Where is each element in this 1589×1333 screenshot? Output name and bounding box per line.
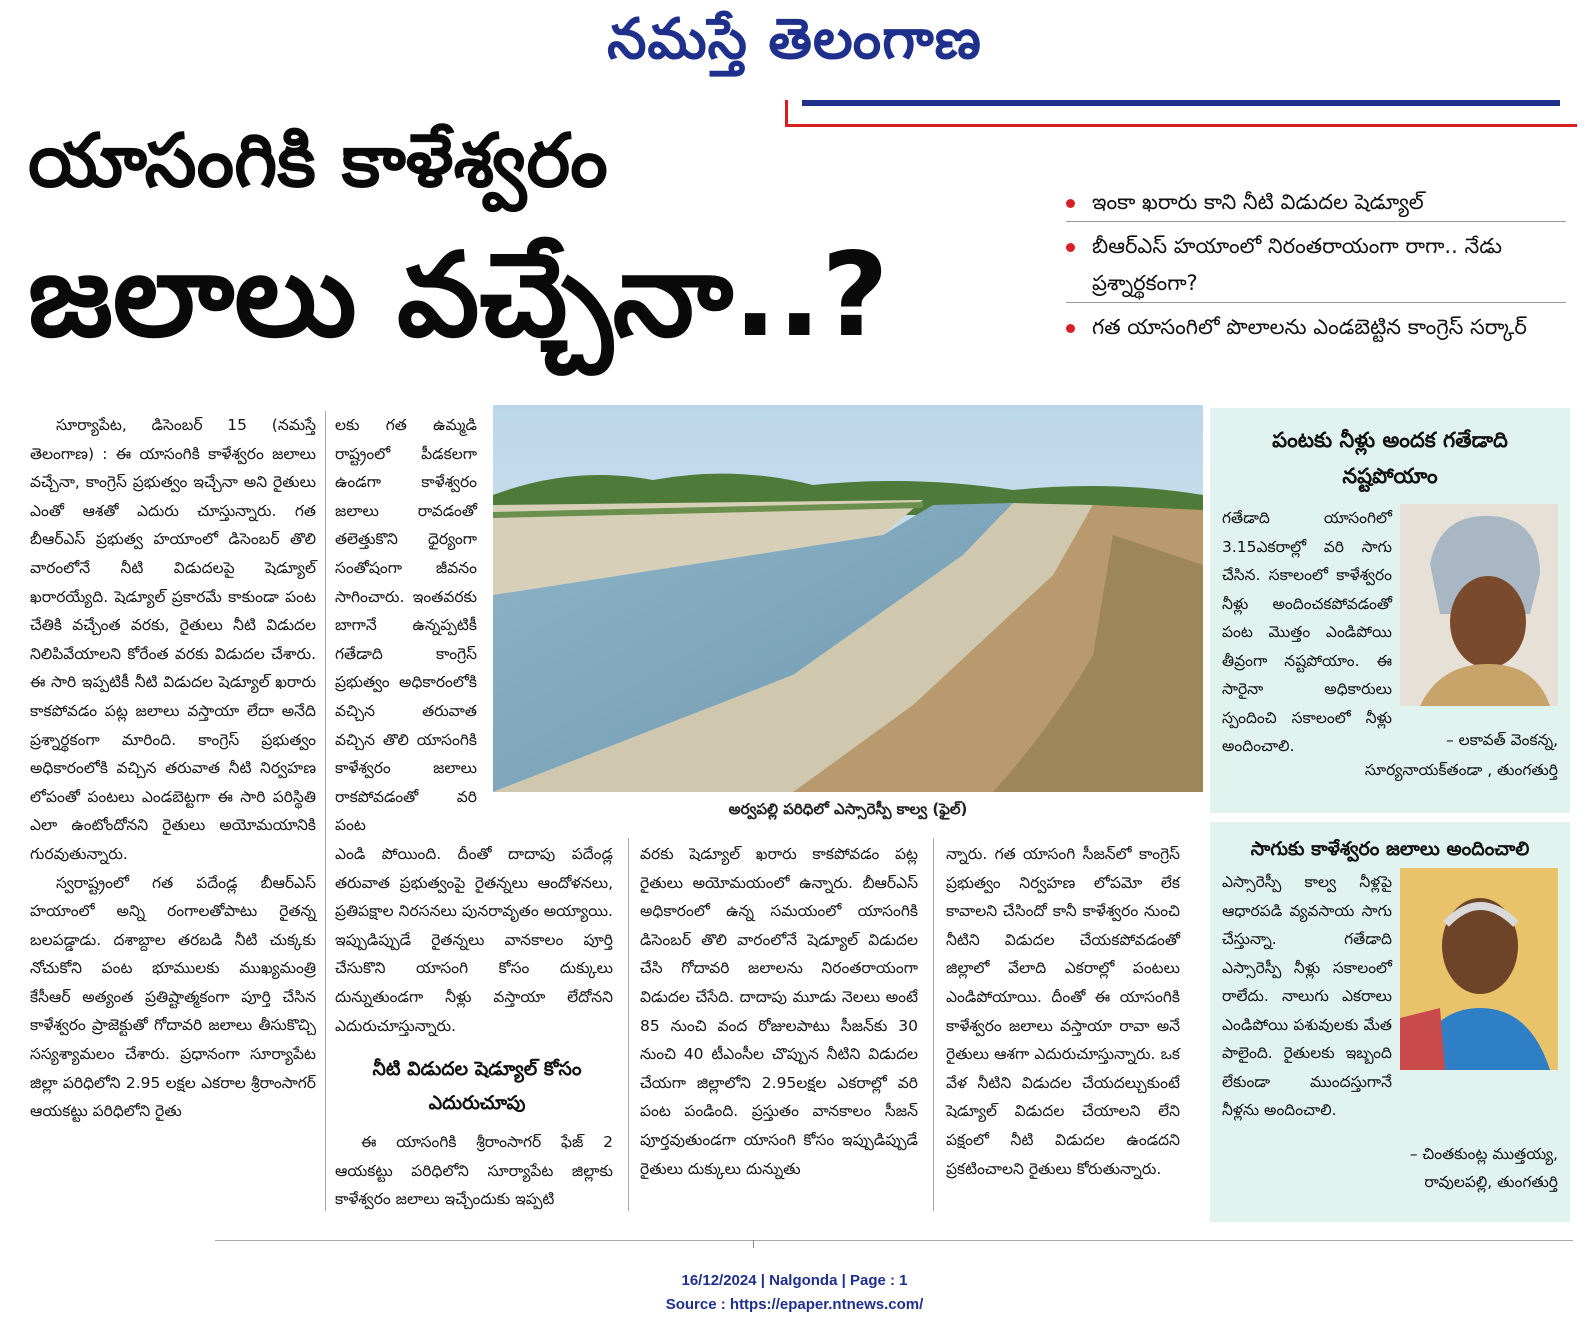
masthead-rule-red <box>785 124 1577 127</box>
footer-source-link[interactable]: Source : https://epaper.ntnews.com/ <box>665 1296 924 1313</box>
column-divider <box>933 838 934 1211</box>
canal-photo-image <box>493 405 1203 792</box>
footer-rule-tick <box>753 1240 754 1248</box>
article-paragraph: ఎండి పోయింది. దీంతో దాదాపు పదేండ్ల తరువాత ప్రభుత్వంపై రైతన్నలు ఆందోళనలు, ప్రతిపక్షాల నిరసనలు పునరావృతం అయ్యాయి. ఇప్పుడిప్పుడే రైతన్నలు వానకాలం పూర్తి చేసుకొని యాసంగి కోసం దుక్కులు దున్నుతుండగా నీళ్లు వస్తాయా లేదోనని ఎదురుచూస్తున్నారు. <box>335 845 613 1035</box>
masthead-rule-red-vertical <box>785 100 788 127</box>
article-column-2-top <box>335 411 477 840</box>
quote-author-name: – లకావత్ వెంకన్న, <box>1445 731 1558 749</box>
article-subheading: నీటి విడుదల షెడ్యూల్ కోసం ఎదురుచూపు <box>372 1058 582 1114</box>
quote-author-place: రావులపల్లి, తుంగతుర్తి <box>1424 1173 1558 1191</box>
headline-line1: యాసంగికి కాళేశ్వరం <box>28 118 608 204</box>
highlight-bullets <box>1066 184 1566 352</box>
bullet-dot-icon <box>1066 243 1075 252</box>
article-paragraph: లకు గత ఉమ్మడి రాష్ట్రంలో పీడకలగా ఉండగా కాళేశ్వరం జలాలు రావడంతో తలెత్తుకొని ధైర్యంగా సంతోషంగా జీవనం సాగించారు. ఇంతవరకు బాగానే ఉన్నప్పటికీ గతేడాది కాంగ్రెస్ ప్రభుత్వం అధికారంలోకి వచ్చిన తరువాత వచ్చిన తొలి యాసంగికి కాళేశ్వరం జలాలు రాకపోవడంతో వరి పంట <box>335 416 477 835</box>
farmer-portrait <box>1400 868 1558 1070</box>
quote-author-name: – చింతకుంట్ల ముత్తయ్య, <box>1409 1145 1558 1163</box>
article-paragraph: వరకు షెడ్యూల్ ఖరారు కాకపోవడం పట్ల రైతులు అయోమయంలో ఉన్నారు. బీఆర్ఎస్ అధికారంలో ఉన్న సమయంలో యాసంగికి డిసెంబర్ తొలి వారంలోనే షెడ్యూల్ విడుదల చేసి గోదావరి జలాలను నిరంతరాయంగా విడుదల చేసేది. దాదాపు మూడు నెలలు అంటే 85 నుంచి వంద రోజులపాటు సీజన్‌కు 30 నుంచి 40 టీఎంసీల చొప్పున నీటిని విడుదల చేయగా జిల్లాలోని 2.95లక్షల ఎకరాల్లో వరి పంట పండింది. ప్రస్తుతం వానకాలం సీజన్ పూర్తవుతుండగా యాసంగి కోసం ఇప్పుడిప్పుడే రైతులు దుక్కులు దున్నుతు <box>640 845 918 1178</box>
quote-box-title: పంటకు నీళ్లు అందక గతేడాది నష్టపోయాం <box>1272 428 1508 488</box>
farmer-portrait-image <box>1400 504 1558 706</box>
bullet-dot-icon <box>1066 199 1075 208</box>
article-column-2-after <box>335 1128 613 1214</box>
masthead-rule-blue <box>802 100 1560 106</box>
quote-author-place: సూర్యనాయక్‌తండా , తుంగతుర్తి <box>1364 761 1558 779</box>
quote-text: గతేడాది యాసంగిలో 3.15ఎకరాల్లో వరి సాగు చేసిన. సకాలంలో కాళేశ్వరం నీళ్లు అందించకపోవడంతో పంట మొత్తం ఎండిపోయి తీవ్రంగా నష్టపోయాం. ఈ సారైనా అధికారులు స్పందించి సకాలంలో నీళ్లు అందించాలి. <box>1222 509 1392 755</box>
article-column-1 <box>30 411 316 1126</box>
quote-box-title: సాగుకు కాళేశ్వరం జలాలు అందించాలి <box>1250 838 1530 860</box>
article-paragraph: సూర్యాపేట, డిసెంబర్ 15 (నమస్తే తెలంగాణ) : ఈ యాసంగికి కాళేశ్వరం జలాలు వచ్చేనా, కాంగ్రెస్ ప్రభుత్వం ఇచ్చేనా అని రైతులు ఎంతో ఆశతో ఎదురు చూస్తున్నారు. గత బీఆర్ఎస్ ప్రభుత్వ హయాంలో డిసెంబర్ తొలి వారంలోనే నీటి విడుదలపై షెడ్యూల్ ఖరారయ్యేది. షెడ్యూల్ ప్రకారమే కాకుండా పంట చేతికి వచ్చేంత వరకు, రైతులు నీటి విడుదల నిలిపివేయాలని కోరేంత వరకు విడుదల చేశారు. ఈ సారి ఇప్పటికీ నీటి విడుదల షెడ్యూల్ ఖరారు కాకపోవడం పట్ల జలాలు వస్తాయా లేదా అనేది ప్రశ్నార్థకంగా మారింది. కాంగ్రెస్ ప్రభుత్వం అధికారంలోకి వచ్చిన తరువాత నీటి నిర్వహణ లోపంతో పంటలు ఎండబెట్టగా ఈ సారి పరిస్థితి ఎలా ఉంటోందోనని రైతులు అయోమయానికి గురవుతున్నారు. <box>30 416 316 863</box>
article-paragraph: స్వరాష్ట్రంలో గత పదేండ్ల బీఆర్ఎస్ హయాంలో అన్ని రంగాలతోపాటు రైతన్న బలపడ్డాడు. దశాబ్దాల తరబడి నీటి చుక్కకు నోచుకోని పంట భూములకు ముఖ్యమంత్రి కేసీఆర్ అత్యంత ప్రతిష్టాత్మకంగా పూర్తి చేసిన కాళేశ్వరం ప్రాజెక్టుతో గోదావరి జలాలు తీసుకొచ్చి సస్యశ్యామలం చేశారు. ప్రధానంగా సూర్యాపేట జిల్లా పరిధిలోని 2.95 లక్షల ఎకరాల శ్రీరాంసాగర్ ఆయకట్టు పరిధిలోని రైతు <box>30 873 316 1121</box>
farmer-portrait <box>1400 504 1558 706</box>
column-divider <box>325 411 326 1211</box>
column-divider <box>628 838 629 1211</box>
article-column-3 <box>640 840 918 1183</box>
farmer-quote-box-1 <box>1210 408 1570 813</box>
footer-rule <box>215 1240 753 1241</box>
bullet-dot-icon <box>1066 324 1075 333</box>
article-column-4 <box>946 840 1180 1183</box>
farmer-quote-box-2 <box>1210 822 1570 1222</box>
footer-rule <box>753 1240 1573 1241</box>
farmer-portrait-image <box>1400 868 1558 1070</box>
photo-caption: అర్వపల్లి పరిధిలో ఎస్సారెస్పీ కాల్వ (ఫైల్) <box>728 800 968 818</box>
bullet-item: గత యాసంగిలో పొలాలను ఎండబెట్టిన కాంగ్రెస్ సర్కార్ <box>1066 309 1566 346</box>
headline-line2: జలాలు వచ్చేనా..? <box>28 228 889 363</box>
quote-text: ఎస్సారెస్పీ కాల్వ నీళ్లపై ఆధారపడి వ్యవసాయ సాగు చేస్తున్నా. గతేడాది ఎస్సారెస్పీ నీళ్లు సకాలంలో రాలేదు. నాలుగు ఎకరాలు ఎండిపోయి పశువులకు మేత పాలైంది. రైతులకు ఇబ్బంది లేకుండా ముందస్తుగానే నీళ్లను అందించాలి. <box>1222 873 1392 1119</box>
article-column-2-bottom <box>335 840 613 1040</box>
article-paragraph: ఈ యాసంగికి శ్రీరాంసాగర్ ఫేజ్ 2 ఆయకట్టు పరిధిలోని సూర్యాపేట జిల్లాకు కాళేశ్వరం జలాలు ఇచ్చేందుకు ఇప్పటి <box>335 1133 613 1209</box>
bullet-item: బీఆర్ఎస్ హయాంలో నిరంతరాయంగా రాగా.. నేడు ప్రశ్నార్థకంగా? <box>1066 228 1566 303</box>
canal-photo <box>493 405 1203 792</box>
masthead-logo: నమస్తే తెలంగాణ <box>607 6 982 72</box>
article-paragraph: న్నారు. గత యాసంగి సీజన్‌లో కాంగ్రెస్ ప్రభుత్వం నిర్వహణ లోపమో లేక కావాలని చేసిందో కానీ కాళేశ్వరం నుంచి నీటిని విడుదల చేయకపోవడంతో జిల్లాలో వేలాది ఎకరాల్లో పంటలు ఎండిపోయాయి. దీంతో ఈ యాసంగికి కాళేశ్వరం జలాలు వస్తాయా రావా అనే రైతులు ఆశగా ఎదురుచూస్తున్నారు. ఒక వేళ నీటిని విడుదల చేయదల్చుకుంటే షెడ్యూల్ విడుదల చేయాలని లేని పక్షంలో నీటి విడుదల ఉండదని ప్రకటించాలని రైతులు కోరుతున్నారు. <box>946 845 1180 1178</box>
bullet-item: ఇంకా ఖరారు కాని నీటి విడుదల షెడ్యూల్ <box>1066 184 1566 222</box>
footer-date-edition: 16/12/2024 | Nalgonda | Page : 1 <box>681 1272 908 1289</box>
